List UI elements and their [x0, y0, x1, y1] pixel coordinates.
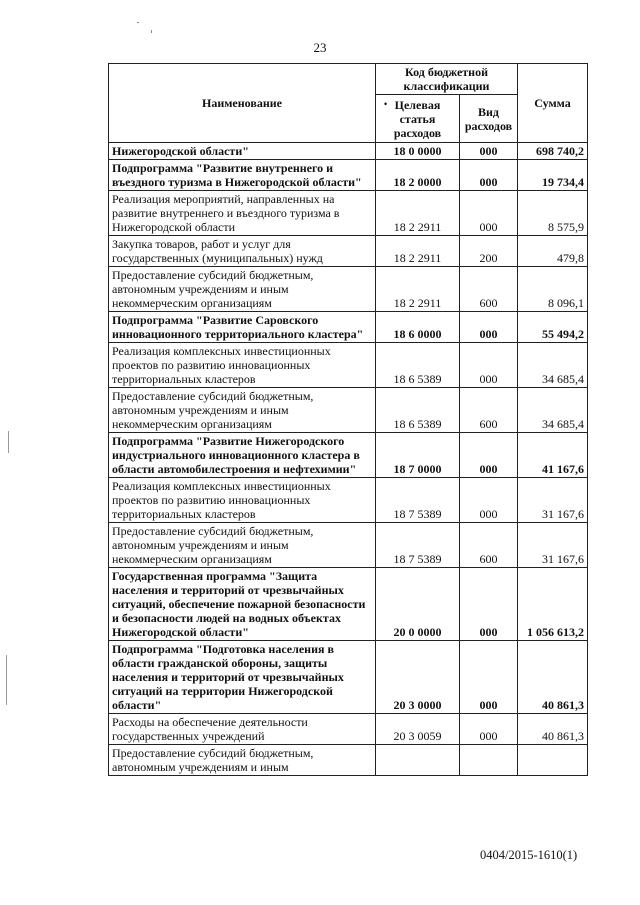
- header-amount: Сумма: [518, 64, 588, 143]
- row-code-cell: 18 7 5389: [376, 523, 460, 568]
- row-sum-cell: 41 167,6: [518, 433, 588, 478]
- table-row: [109, 388, 588, 433]
- row-type-cell: 600: [460, 267, 518, 312]
- table-row: [109, 312, 588, 343]
- scan-speck: [151, 30, 152, 33]
- row-name-cell: Подпрограмма "Развитие Саровского инновационного территориального кластера": [109, 312, 376, 343]
- row-type-cell: 000: [460, 312, 518, 343]
- row-sum-cell: 34 685,4: [518, 388, 588, 433]
- table-row: [109, 267, 588, 312]
- row-type-cell: 000: [460, 191, 518, 236]
- row-type-cell: 000: [460, 568, 518, 641]
- scan-dot: •: [384, 99, 388, 109]
- table-row: [109, 191, 588, 236]
- row-code-cell: 18 2 2911: [376, 191, 460, 236]
- scan-speck: [137, 22, 139, 23]
- table-row: [109, 641, 588, 714]
- row-sum-cell: 55 494,2: [518, 312, 588, 343]
- row-code-cell: 20 3 0059: [376, 714, 460, 745]
- row-code-cell: 18 7 0000: [376, 433, 460, 478]
- row-code-cell: 20 0 0000: [376, 568, 460, 641]
- budget-table: [108, 63, 588, 776]
- margin-mark: [6, 655, 7, 705]
- row-name-cell: Подпрограмма "Развитие Нижегородского индустриального инновационного кластера в области автомобилестроения и нефтехимии": [109, 433, 376, 478]
- row-name-cell: Подпрограмма "Подготовка населения в области гражданской обороны, защиты населения и территорий от чрезвычайных ситуаций на территории Нижегородской области": [109, 641, 376, 714]
- table-row: [109, 714, 588, 745]
- row-name-cell: Подпрограмма "Развитие внутреннего и въездного туризма в Нижегородской области": [109, 160, 376, 191]
- row-sum-cell: 40 861,3: [518, 714, 588, 745]
- row-name-cell: Расходы на обеспечение деятельности государственных учреждений: [109, 714, 376, 745]
- table-row: [109, 143, 588, 160]
- row-sum-cell: [518, 745, 588, 776]
- row-sum-cell: 1 056 613,2: [518, 568, 588, 641]
- row-name-cell: Государственная программа "Защита населения и территорий от чрезвычайных ситуаций, обеспечение пожарной безопасности и безопасности людей на водных объектах Нижегородской области": [109, 568, 376, 641]
- header-expense-type: Вид расходов: [460, 95, 518, 143]
- budget-table-container: [108, 63, 588, 776]
- table-row: [109, 568, 588, 641]
- row-type-cell: 600: [460, 388, 518, 433]
- row-code-cell: 20 3 0000: [376, 641, 460, 714]
- row-type-cell: 600: [460, 523, 518, 568]
- row-name-cell: Реализация комплексных инвестиционных проектов по развитию инновационных территориальных кластеров: [109, 343, 376, 388]
- table-row: [109, 523, 588, 568]
- row-type-cell: 200: [460, 236, 518, 267]
- row-type-cell: 000: [460, 343, 518, 388]
- row-code-cell: 18 6 5389: [376, 388, 460, 433]
- row-type-cell: 000: [460, 478, 518, 523]
- margin-mark: [8, 431, 9, 453]
- row-type-cell: [460, 745, 518, 776]
- row-sum-cell: 479,8: [518, 236, 588, 267]
- row-code-cell: 18 6 0000: [376, 312, 460, 343]
- table-row: [109, 433, 588, 478]
- row-code-cell: 18 2 0000: [376, 160, 460, 191]
- row-code-cell: 18 7 5389: [376, 478, 460, 523]
- table-row: [109, 343, 588, 388]
- row-name-cell: Предоставление субсидий бюджетным, автономным учреждениям и иным: [109, 745, 376, 776]
- row-name-cell: Закупка товаров, работ и услуг для государственных (муниципальных) нужд: [109, 236, 376, 267]
- row-name-cell: Нижегородской области": [109, 143, 376, 160]
- row-code-cell: 18 2 2911: [376, 236, 460, 267]
- document-code: 0404/2015-1610(1): [480, 848, 578, 862]
- row-sum-cell: 40 861,3: [518, 641, 588, 714]
- row-sum-cell: 698 740,2: [518, 143, 588, 160]
- row-name-cell: Реализация комплексных инвестиционных проектов по развитию инновационных территориальных кластеров: [109, 478, 376, 523]
- table-body: [109, 143, 588, 776]
- row-code-cell: 18 0 0000: [376, 143, 460, 160]
- row-code-cell: 18 6 5389: [376, 343, 460, 388]
- table-row: [109, 236, 588, 267]
- row-name-cell: Предоставление субсидий бюджетным, автономным учреждениям и иным некоммерческим организациям: [109, 523, 376, 568]
- header-target-item-label: Целевая статья расходов: [393, 97, 442, 140]
- row-sum-cell: 31 167,6: [518, 478, 588, 523]
- row-name-cell: Реализация мероприятий, направленных на развитие внутреннего и въездного туризма в Нижегородской области: [109, 191, 376, 236]
- row-code-cell: 18 2 2911: [376, 267, 460, 312]
- row-name-cell: Предоставление субсидий бюджетным, автономным учреждениям и иным некоммерческим организациям: [109, 388, 376, 433]
- row-code-cell: [376, 745, 460, 776]
- page-number: 23: [313, 40, 327, 55]
- row-type-cell: 000: [460, 143, 518, 160]
- row-sum-cell: 31 167,6: [518, 523, 588, 568]
- row-type-cell: 000: [460, 160, 518, 191]
- table-row: [109, 160, 588, 191]
- row-sum-cell: 34 685,4: [518, 343, 588, 388]
- table-row: [109, 478, 588, 523]
- row-sum-cell: 8 096,1: [518, 267, 588, 312]
- row-sum-cell: 19 734,4: [518, 160, 588, 191]
- header-budget-code: Код бюджетной классификации: [376, 64, 518, 95]
- row-type-cell: 000: [460, 714, 518, 745]
- row-type-cell: 000: [460, 641, 518, 714]
- table-row: [109, 745, 588, 776]
- row-type-cell: 000: [460, 433, 518, 478]
- row-sum-cell: 8 575,9: [518, 191, 588, 236]
- row-name-cell: Предоставление субсидий бюджетным, автономным учреждениям и иным некоммерческим организациям: [109, 267, 376, 312]
- header-name: Наименование: [109, 64, 376, 143]
- header-target-item: [376, 95, 460, 143]
